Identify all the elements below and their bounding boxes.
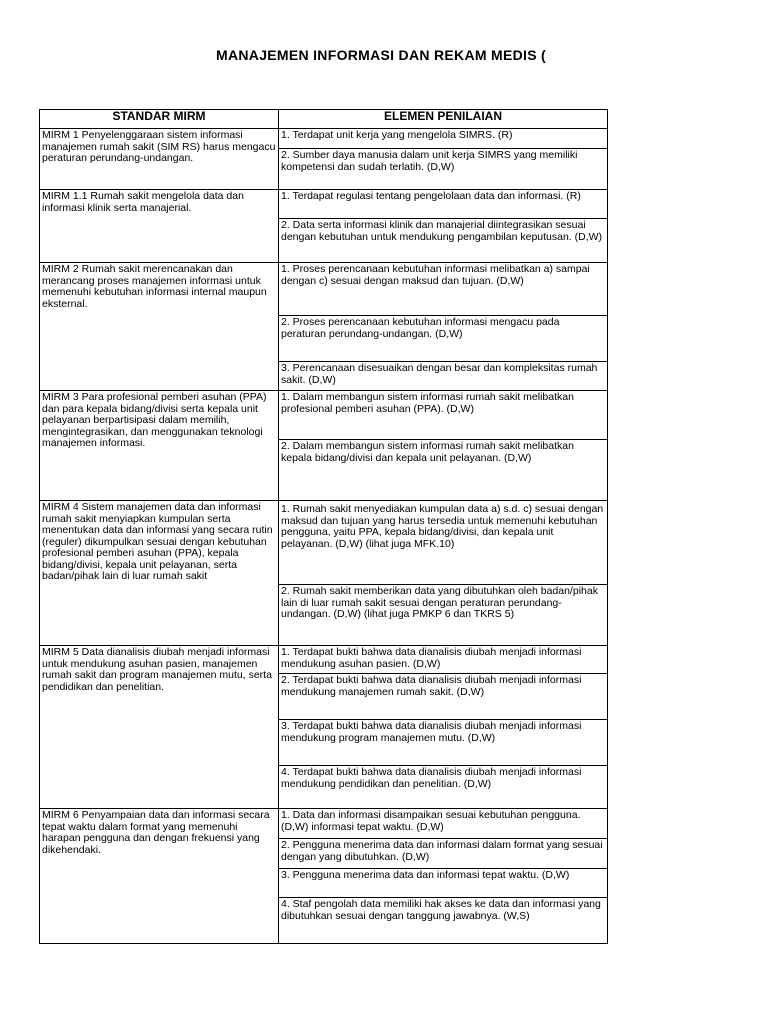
table-row: [40, 263, 608, 316]
element-cell: 3. Terdapat bukti bahwa data dianalisis diubah menjadi informasi mendukung program manajemen mutu. (D,W): [279, 720, 608, 766]
element-cell: 3. Pengguna menerima data dan informasi tepat waktu. (D,W): [279, 869, 608, 898]
table-row: [40, 190, 608, 219]
standard-cell: MIRM 1 Penyelenggaraan sistem informasi manajemen rumah sakit (SIM RS) harus mengacu peraturan perundang-undangan.: [40, 129, 279, 190]
document-title: MANAJEMEN INFORMASI DAN REKAM MEDIS (: [216, 47, 546, 63]
element-cell: 4. Staf pengolah data memiliki hak akses ke data dan informasi yang dibutuhkan sesuai dengan tanggung jawabnya. (W,S): [279, 898, 608, 944]
standard-cell: MIRM 4 Sistem manajemen data dan informasi rumah sakit menyiapkan kumpulan serta menentukan data dan informasi yang secara rutin (reguler) dikumpulkan sesuai dengan kebutuhan profesional pemberi asuhan (PPA), kepala bidang/divisi, kepala unit pelayanan, serta badan/pihak lain di luar rumah sakit: [40, 501, 279, 646]
element-cell: 1. Terdapat bukti bahwa data dianalisis diubah menjadi informasi mendukung asuhan pasien. (D,W): [279, 646, 608, 674]
element-cell: 1. Data dan informasi disampaikan sesuai kebutuhan pengguna. (D,W) informasi tepat waktu. (D,W): [279, 809, 608, 839]
element-cell: 1. Terdapat regulasi tentang pengelolaan data dan informasi. (R): [279, 190, 608, 219]
element-cell: 1. Rumah sakit menyediakan kumpulan data a) s.d. c) sesuai dengan maksud dan tujuan yang harus tersedia untuk memenuhi kebutuhan pengguna, yaitu PPA, kepala bidang/divisi, dan kepala unit pelayanan. (D,W) (lihat juga MFK.10): [279, 501, 608, 585]
element-cell: 4. Terdapat bukti bahwa data dianalisis diubah menjadi informasi mendukung pendidikan dan penelitian. (D,W): [279, 766, 608, 809]
element-cell: 2. Rumah sakit memberikan data yang dibutuhkan oleh badan/pihak lain di luar rumah sakit sesuai dengan peraturan perundang-undangan. (D,W) (lihat juga PMKP 6 dan TKRS 5): [279, 585, 608, 646]
element-cell: 2. Sumber daya manusia dalam unit kerja SIMRS yang memiliki kompetensi dan sudah terlatih. (D,W): [279, 149, 608, 190]
standard-cell: MIRM 2 Rumah sakit merencanakan dan merancang proses manajemen informasi untuk memenuhi kebutuhan informasi internal maupun eksternal.: [40, 263, 279, 391]
table-row: [40, 809, 608, 839]
element-cell: 1. Dalam membangun sistem informasi rumah sakit melibatkan profesional pemberi asuhan (PPA). (D,W): [279, 391, 608, 440]
element-cell: 3. Perencanaan disesuaikan dengan besar dan kompleksitas rumah sakit. (D,W): [279, 362, 608, 391]
element-cell: 2. Dalam membangun sistem informasi rumah sakit melibatkan kepala bidang/divisi dan kepala unit pelayanan. (D,W): [279, 440, 608, 501]
element-cell: 2. Proses perencanaan kebutuhan informasi mengacu pada peraturan perundang-undangan. (D,W): [279, 316, 608, 362]
table-header-row: [40, 110, 608, 129]
element-cell: 2. Terdapat bukti bahwa data dianalisis diubah menjadi informasi mendukung manajemen rumah sakit. (D,W): [279, 674, 608, 720]
table-row: [40, 391, 608, 440]
table-row: [40, 501, 608, 585]
element-cell: 1. Terdapat unit kerja yang mengelola SIMRS. (R): [279, 129, 608, 149]
element-cell: 1. Proses perencanaan kebutuhan informasi melibatkan a) sampai dengan c) sesuai dengan maksud dan tujuan. (D,W): [279, 263, 608, 316]
table-row: [40, 129, 608, 149]
standard-cell: MIRM 3 Para profesional pemberi asuhan (PPA) dan para kepala bidang/divisi serta kepala unit pelayanan berpartisipasi dalam memilih, mengintegrasikan, dan menggunakan teknologi manajemen informasi.: [40, 391, 279, 501]
table-row: [40, 646, 608, 674]
element-cell: 2. Pengguna menerima data dan informasi dalam format yang sesuai dengan yang dibutuhkan. (D,W): [279, 839, 608, 869]
standard-cell: MIRM 5 Data dianalisis diubah menjadi informasi untuk mendukung asuhan pasien, manajemen rumah sakit dan program manajemen mutu, serta pendidikan dan penelitian.: [40, 646, 279, 809]
standard-cell: MIRM 1.1 Rumah sakit mengelola data dan informasi klinik serta manajerial.: [40, 190, 279, 263]
standard-cell: MIRM 6 Penyampaian data dan informasi secara tepat waktu dalam format yang memenuhi harapan pengguna dan dengan frekuensi yang dikehendaki.: [40, 809, 279, 944]
header-element: ELEMEN PENILAIAN: [279, 110, 608, 129]
header-standard: STANDAR MIRM: [40, 110, 279, 129]
element-cell: 2. Data serta informasi klinik dan manajerial diintegrasikan sesuai dengan kebutuhan untuk mendukung pengambilan keputusan. (D,W): [279, 219, 608, 263]
standards-table: [39, 109, 608, 944]
